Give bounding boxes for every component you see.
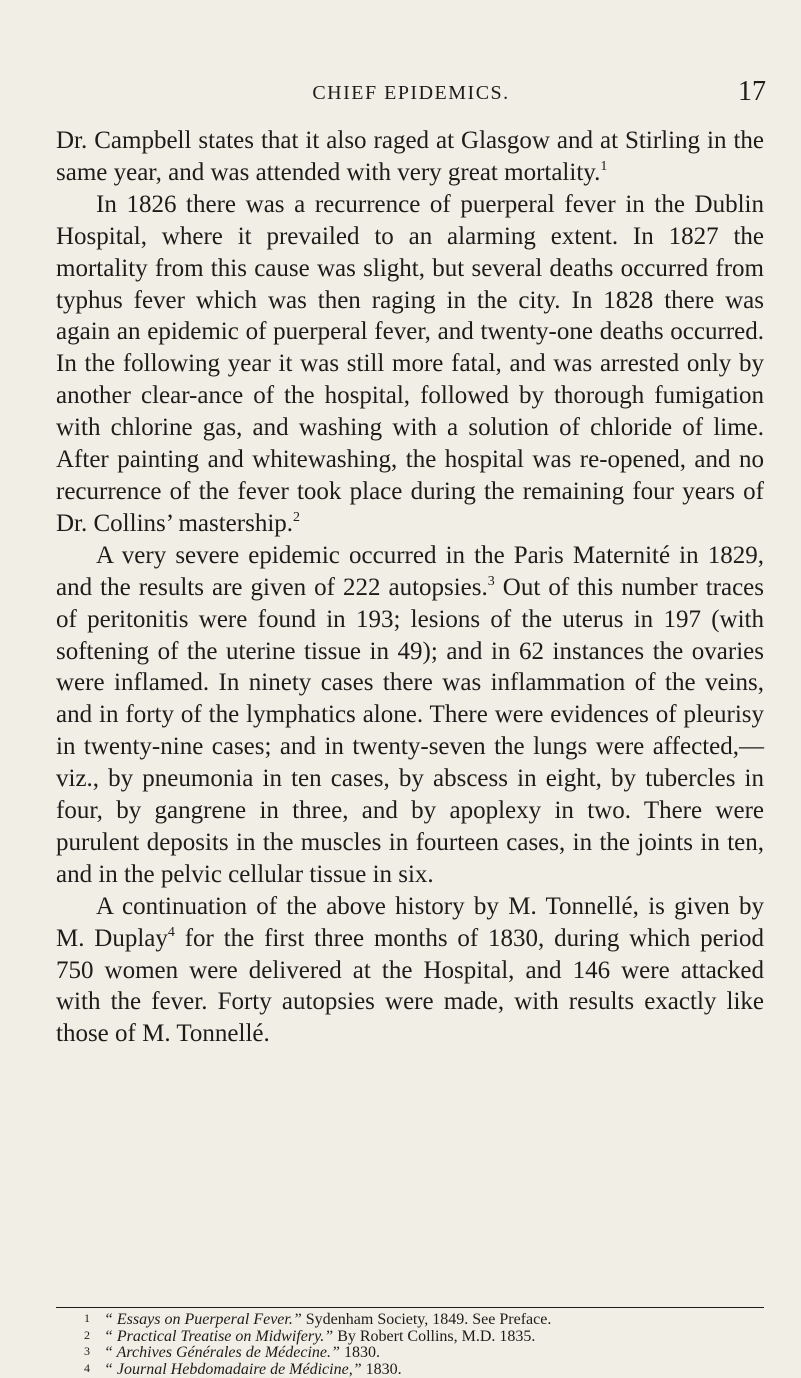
paragraph [56, 125, 764, 189]
footnotes [84, 1311, 764, 1377]
paragraph-text: A continuation of the above history by M. Tonnellé, is given by M. Duplay [56, 892, 764, 952]
footnote-reference: 2 [293, 510, 301, 526]
paragraph-text: A very severe epidemic occurred in the Paris Maternité in 1829, and the results are given of 222 autopsies. [56, 541, 764, 601]
footnote-mark: 4 [84, 1360, 90, 1375]
paragraph-text: In 1826 there was a recurrence of puerperal fever in the Dublin Hospital, where it prevailed to an alarming extent. In 1827 the mortality from this cause was slight, but several deaths occurred from typhus fever which was then raging in the city. In 1828 there was again an epidemic of puerperal fever, and twenty-one deaths occurred. In the following year it was still more fatal, and was arrested only by another clear-ance of the hospital, followed by thorough fumigation with chlorine gas, and washing with a solution of chloride of lime. After painting and whitewashing, the hospital was re-opened, and no recurrence of the fever took place during the remaining four years of Dr. Collins’ mastership. [56, 190, 764, 537]
paragraph-text: Dr. Campbell states that it also raged at Glasgow and at Stirling in the same year, and was attended with very great mortality. [56, 127, 764, 186]
page-number: 17 [738, 76, 766, 107]
footnote-text: 1830. [339, 1344, 380, 1361]
footnote-reference: 4 [167, 924, 175, 940]
footnote-text: Sydenham Society, 1849. See Preface. [301, 1311, 552, 1328]
footnote-rule [56, 1307, 764, 1308]
footnote-title: “ Journal Hebdomadaire de Médicine,” [104, 1360, 362, 1378]
footnote-title: “ Essays on Puerperal Fever.” [104, 1311, 302, 1328]
footnote [84, 1344, 764, 1361]
paragraph-text: for the first three months of 1830, during which period 750 women were delivered at the Hospital, and 146 were attacked with the fever. Forty autopsies were made, with results exactly like those of M. Tonnellé. [56, 924, 765, 1048]
paragraph [56, 540, 764, 891]
footnote [84, 1311, 764, 1328]
footnote [84, 1328, 764, 1345]
footnote-text: 1830. [361, 1360, 402, 1378]
footnote-mark: 2 [84, 1327, 90, 1342]
running-title: CHIEF EPIDEMICS. [312, 82, 510, 104]
running-head [56, 76, 766, 112]
paragraph-text: Out of this number traces of peritonitis were found in 193; lesions of the uterus in 197 (with softening of the uterine tissue in 49); and in 62 instances the ovaries were inflamed. In ninety cases there was inflammation of the veins, and in forty of the lymphatics alone. There were evidences of pleurisy in twenty-nine cases; and in twenty-seven the lungs were affected,—viz., by pneumonia in ten cases, by abscess in eight, by tubercles in four, by gangrene in three, and by apoplexy in two. There were purulent deposits in the muscles in fourteen cases, in the joints in ten, and in the pelvic cellular tissue in six. [56, 573, 764, 888]
paragraph [56, 189, 764, 540]
body-text [56, 125, 764, 1050]
footnote [84, 1361, 764, 1378]
footnote-reference: 1 [600, 159, 608, 175]
footnote-title: “ Archives Générales de Médecine.” [104, 1344, 340, 1361]
paragraph [56, 891, 764, 1051]
footnote-mark: 3 [84, 1344, 90, 1358]
footnote-reference: 3 [487, 573, 495, 589]
footnote-text: By Robert Collins, M.D. 1835. [333, 1327, 536, 1345]
footnote-title: “ Practical Treatise on Midwifery.” [104, 1327, 334, 1345]
footnote-mark: 1 [84, 1311, 90, 1325]
